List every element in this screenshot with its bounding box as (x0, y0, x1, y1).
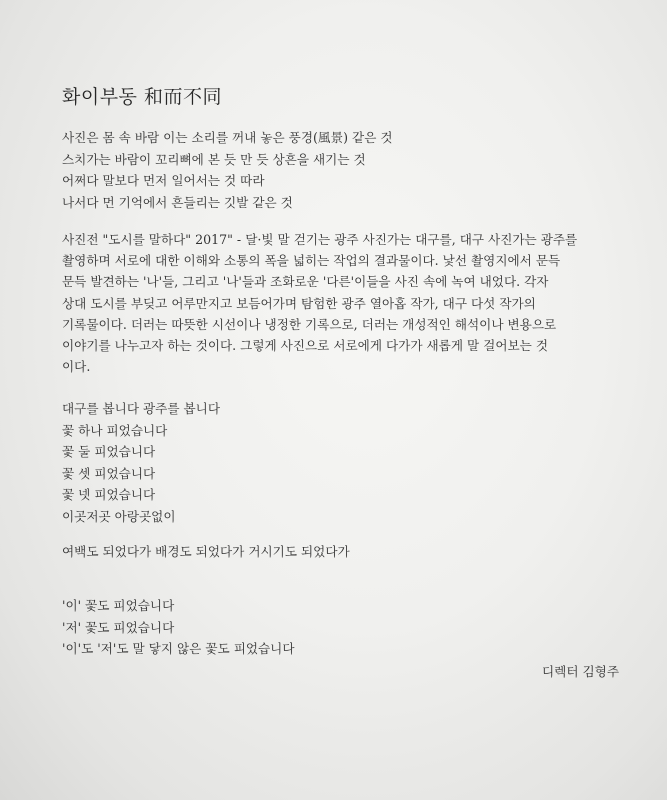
poem-line: 대구를 봅니다 광주를 봅니다 (62, 401, 220, 416)
paragraph-line: 문득 발견하는 '나'들, 그리고 '나'들과 조화로운 '다른'이들을 사진 속에 녹여 내었다. 각자 (62, 274, 549, 290)
paragraph-line: 사진전 "도시를 말하다" 2017" - 달·빛 말 걷기는 광주 사진가는 대구를, 대구 사진가는 광주를 (62, 232, 578, 247)
page-title: 화이부동 和而不同 (62, 86, 222, 108)
interlude-line (62, 541, 350, 563)
poem-line: 어쩌다 말보다 먼저 일어서는 것 따라 (62, 173, 265, 188)
paragraph-line: 이야기를 나누고자 하는 것이다. 그렇게 사진으로 서로에게 다가가 새롭게 말 걸어보는 것 (62, 338, 548, 354)
poem-line: 꽃 셋 피었습니다 (62, 465, 156, 481)
poem-line: 나서다 먼 기억에서 흔들리는 깃발 같은 것 (62, 194, 293, 210)
poem-line: '저' 꽃도 피었습니다 (62, 619, 175, 635)
paragraph-line: 기록물이다. 더러는 따뜻한 시선이나 냉정한 기록으로, 더러는 개성적인 해석이나 변용으로 (62, 316, 557, 332)
poem-line: 이곳저곳 아랑곳없이 (62, 508, 176, 524)
paragraph-line: 상대 도시를 부딪고 어루만지고 보듬어가며 탐험한 광주 열아홉 작가, 대구 다섯 작가의 (62, 295, 536, 311)
director-signature: 디렉터 김형주 (542, 664, 619, 679)
poem-line: '이'도 '저'도 말 닿지 않은 꽃도 피었습니다 (62, 641, 295, 656)
poem-line: 스치가는 바람이 꼬리뼈에 본 듯 만 듯 상흔을 새기는 것 (62, 151, 366, 167)
closing-poem (62, 595, 295, 660)
paragraph-line: 촬영하며 서로에 대한 이해와 소통의 폭을 넓히는 작업의 결과물이다. 낯선 촬영지에서 문득 (62, 253, 561, 269)
opening-poem (62, 127, 393, 213)
poem-line: 꽃 넷 피었습니다 (62, 487, 156, 502)
exhibition-description (62, 229, 622, 377)
poem-line: 여백도 되었다가 배경도 되었다가 거시기도 되었다가 (62, 544, 350, 559)
flower-poem (62, 398, 220, 527)
paragraph-line: 이다. (62, 359, 91, 375)
poem-line: '이' 꽃도 피었습니다 (62, 598, 175, 613)
poem-line: 꽃 하나 피었습니다 (62, 422, 168, 438)
poem-line: 사진은 몸 속 바람 이는 소리를 꺼내 놓은 풍경(風景) 같은 것 (62, 130, 393, 145)
poem-line: 꽃 둘 피었습니다 (62, 444, 156, 459)
